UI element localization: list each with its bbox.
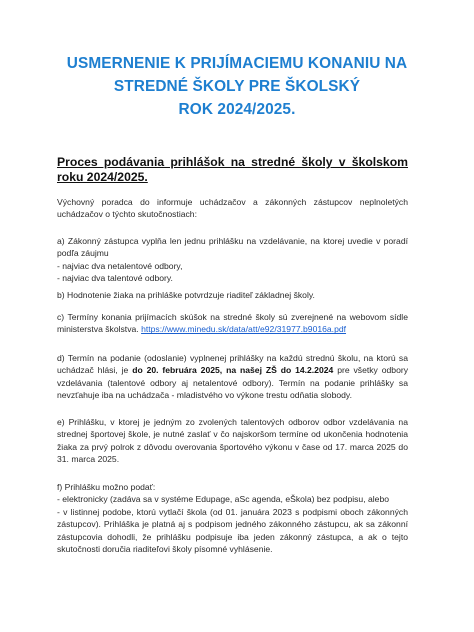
paragraph-f-item-1: - elektronicky (zadáva sa v systéme Edupage, aSc agenda, eŠkola) bez podpisu, alebo — [57, 494, 390, 505]
intro-text: Výchovný poradca do informuje uchádzačov a zákonných zástupcov neplnoletých uchádzačov o týchto skutočnostiach: — [57, 197, 408, 220]
paragraph-f-item-2: - v listinnej podobe, ktorú vytlačí škola (od 01. januára 2023 s podpismi oboch zákonných zástupcov). Prihláška je platná aj s podpisom jedného zákonného zástupcu, ak sa zákonní zástupcovia dohodli, že prihlášku podpisuje iba jeden zákonný zástupca, a ak o tejto skutočnosti doručia riaditeľovi školy písomné vyhlásenie. — [57, 506, 408, 555]
paragraph-c-text: c) Termíny konania prijímacích skúšok na stredné školy sú zverejnené na webovom sídle ministerstva školstva. — [57, 312, 408, 335]
title-line-3: ROK 2024/2025. — [178, 101, 296, 118]
paragraph-d — [57, 352, 408, 402]
minedu-link[interactable]: https://www.minedu.sk/data/att/e92/31977.b9016a.pdf — [141, 324, 347, 335]
paragraph-e — [57, 416, 408, 466]
paragraph-d-text: d) Termín na podanie (odoslanie) vyplnenej prihlášky na každú strednú školu, na ktorú sa uchádzač hlási, je — [57, 353, 408, 376]
title-line-2: STREDNÉ ŠKOLY PRE ŠKOLSKÝ — [113, 78, 361, 95]
paragraph-b — [57, 289, 408, 301]
paragraph-a-item-2: - najviac dva talentové odbory. — [57, 273, 173, 284]
paragraph-d-rest: pre všetky odbory vzdelávania (talentové odbory aj netalentové odbory). Termín na podanie prihlášky sa nevzťahuje iba na uchádzača - mladistvého vo výkone trestu odňatia slobody. — [57, 365, 409, 401]
paragraph-a-text: a) Zákonný zástupca vyplňa len jednu prihlášku na vzdelávanie, na ktorej uvedie v poradí podľa záujmu — [57, 236, 408, 259]
paragraph-c-content — [57, 311, 408, 336]
paragraph-f — [57, 481, 408, 555]
document-title — [40, 52, 434, 121]
deadline-text: do 20. februára 2025, na našej ZŠ do 14.2.2024 — [132, 365, 334, 376]
section-heading: Proces podávania prihlášok na stredné školy v školskom roku 2024/2025. — [57, 155, 408, 184]
intro-paragraph — [57, 196, 408, 221]
paragraph-f-text: f) Prihlášku možno podať: — [57, 482, 156, 492]
paragraph-a — [57, 235, 408, 285]
paragraph-e-text: e) Prihlášku, v ktorej je jedným zo zvolených talentových odborov odbor vzdelávania na strednej športovej škole, je nutné zaslať v čo najskoršom termíne od ukončenia hodnotenia žiaka za prvý polrok z dôvodu overovania športového výkonu v čase od 17. marca 2025 do 31. marca 2025. — [57, 417, 408, 465]
paragraph-a-item-1: - najviac dva netalentové odbory, — [57, 260, 183, 271]
paragraph-c — [57, 311, 408, 336]
title-line-1: USMERNENIE K PRIJÍMACIEMU KONANIU NA — [66, 55, 408, 72]
paragraph-d-content — [57, 352, 408, 402]
paragraph-b-text: b) Hodnotenie žiaka na prihláške potvrdzuje riaditeľ základnej školy. — [57, 290, 315, 300]
